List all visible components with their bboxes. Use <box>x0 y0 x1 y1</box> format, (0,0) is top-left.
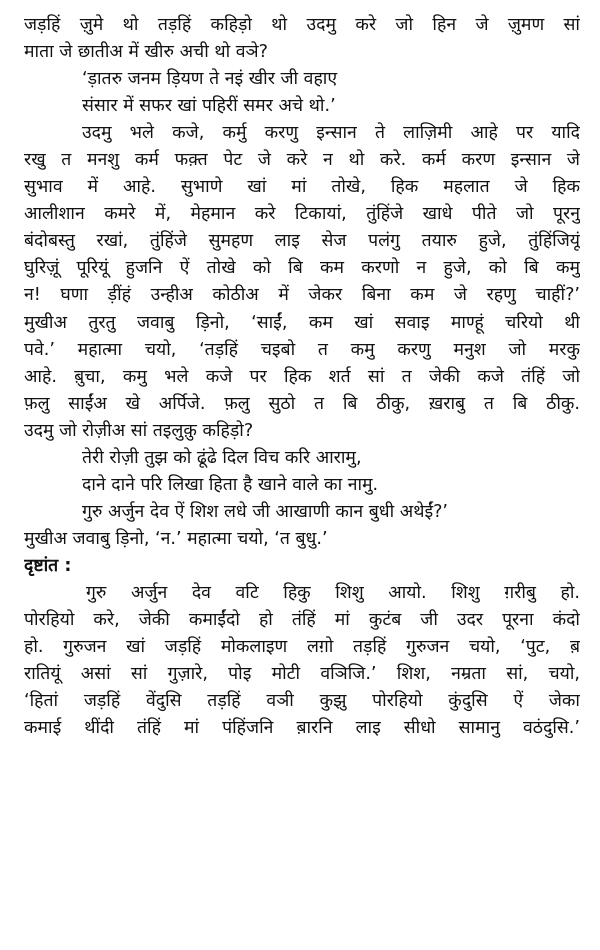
text-line: गुरु अर्जुन देव वटि हिकु शिशु आयो. शिशु ग़रीबु हो. <box>86 582 580 603</box>
document-page <box>24 12 580 742</box>
text-line: जड़हिं ज़ुमे थो तड़हिं कहिड़ो थो उदमु करे जो हिन जे ज़ुमण सां <box>24 15 580 35</box>
verse-line: संसार में सफर खां पहिरीं समर अचे थो.’ <box>82 96 336 117</box>
text-line: गुरु अर्जुन देव ऐं शिश लधे जी आखाणी कान बुधी अथेईं?’ <box>82 501 449 522</box>
text-line: सुभाव में आहे. सुभाणे खां मां तोखे, हिक महलात जे हिक <box>24 177 580 198</box>
text-line: रातियूं असां सां गुज़ारे, पोइ मोटी वञिजि.’ शिश, नम्रता सां, चयो, <box>24 664 580 685</box>
text-line: कमाई थींदी तंहिं मां पंहिंजनि ब़ारनि लाइ सीधो सामानु वठंदुसि.’ <box>24 718 580 739</box>
text-line: मुखीअ जवाबु ड़िनो, ‘न.’ महात्मा चयो, ‘त बुधु.’ <box>24 528 328 549</box>
text-line: रखु त मनशु कर्म फक़्त पेट जे करे न थो करे. कर्म करण इन्सान जे <box>24 150 580 171</box>
text-line: पवे.’ महात्मा चयो, ‘तड़हिं चइबो त कमु करणु मनुश जो मरकु <box>24 339 580 360</box>
text-line: माता जे छातीअ में खीरु अची थो वञे? <box>24 42 268 63</box>
text-line: उदमु भले कजे, कर्मु करणु इन्सान ते लाज़िमी आहे पर यादि <box>82 123 580 144</box>
verse-line: दाने दाने परि लिखा हिता है खाने वाले का नामु. <box>82 474 379 495</box>
text-line: पोरहियो करे, जेकी कमाईंदो हो तंहिं मां कुटंब जी उदर पूरना कंदो <box>24 610 580 631</box>
text-line: बंदोबस्तु रखां, तुंहिंजे सुमहण लाइ सेज पलंगु तयारु हुजे, तुंहिंजियूं <box>24 231 580 252</box>
text-line: मुखीअ तुरतु जवाबु ड़िनो, ‘साईं, कम खां सवाइ माण्हूं चरियो थी <box>24 312 580 333</box>
text-line: फ़लु साईंअ खे अर्पिजे. फ़लु सुठो त बि ठीकु, ख़राबु त बि ठीकु. <box>24 393 580 414</box>
text-line: न! घणा ड़ींहं उन्हीअ कोठीअ में जेकर बिना कम जे रहणु चाहीं?’ <box>24 285 580 306</box>
section-heading: दृष्टांत : <box>24 555 72 576</box>
text-line: ‘हितां जड़हिं वेंदुसि तड़हिं वञी कुझु पोरहियो कुंदुसि ऐं जेका <box>24 691 580 712</box>
text-line: आहे. ब़ुचा, कमु भले कजे पर हिक शर्त सां त जेकी कजे तंहिं जो <box>24 366 580 387</box>
text-line: घुरिज़ूं पूरियूं हुजनि ऐं तोखे को बि कम करणो न हुजे, को बि कमु <box>24 258 580 279</box>
text-line: आलीशान कमरे में, मेहमान करे टिकायां, तुंहिंजे खाधे पीते जो पूरनु <box>24 204 580 225</box>
text-line: हो. गुरुजन खां जड़हिं मोकलाइण लग़ो तड़हिं गुरुजन चयो, ‘पुट, ब़ <box>24 637 580 658</box>
verse-line: ‘ड़ातरु जनम ड़ियण ते नइं खीर जी वहाए <box>82 69 338 90</box>
text-line: उदमु जो रोज़ीअ सां तइलुक़ु कहिड़ो? <box>24 420 254 441</box>
verse-line: तेरी रोज़ी तुझ को ढूंढे दिल विच करि आरामु, <box>82 447 362 468</box>
